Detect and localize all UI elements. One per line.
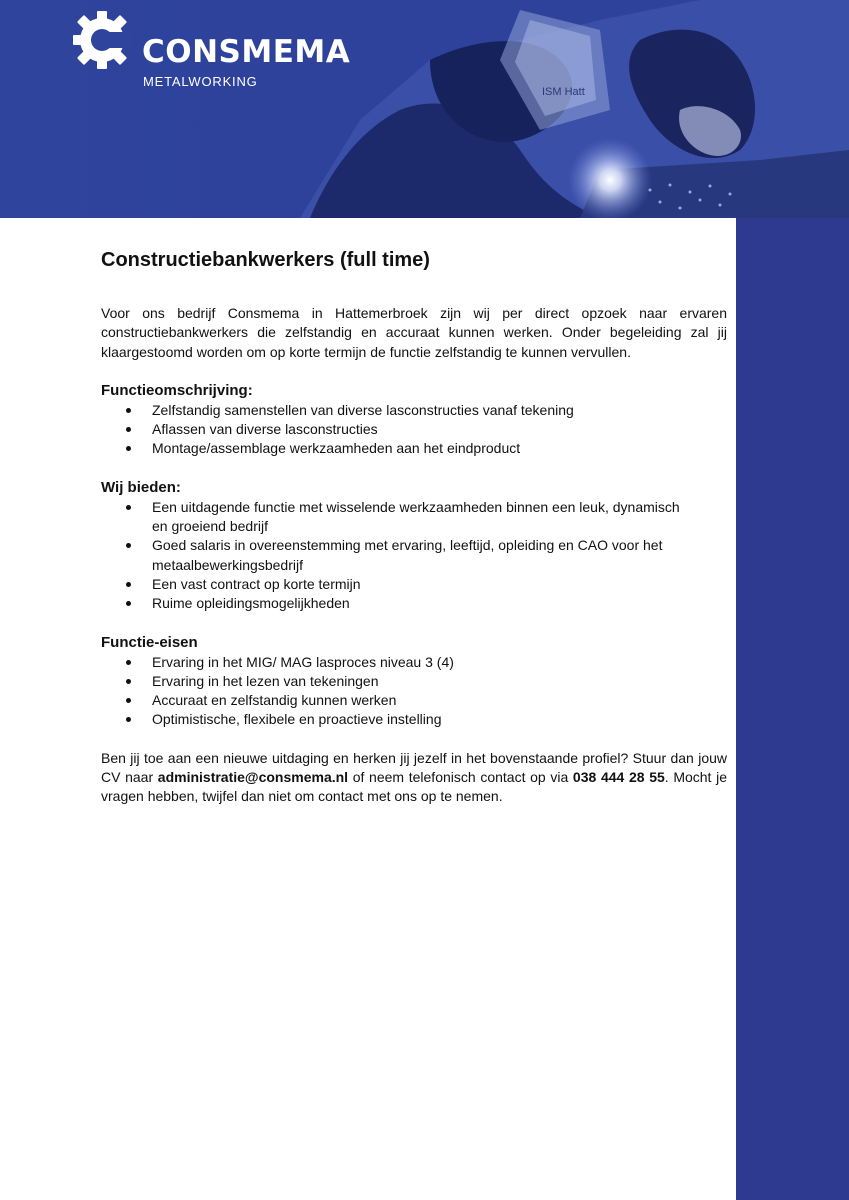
bullet-list [101, 401, 727, 459]
bullet-icon [126, 698, 131, 703]
header-banner [0, 0, 849, 218]
list-item [101, 420, 727, 439]
section-job-description [101, 381, 727, 459]
section-requirements [101, 633, 727, 730]
bullet-icon [126, 505, 131, 510]
brand-name: CONSMEMA [142, 34, 351, 70]
closing-text: of neem telefonisch contact op via [348, 769, 573, 786]
list-item [101, 594, 727, 613]
list-item [101, 536, 727, 575]
list-item-text: Ervaring in het MIG/ MAG lasproces niveau 3 (4) [152, 653, 454, 670]
list-item [101, 401, 727, 420]
bullet-icon [126, 660, 131, 665]
list-item-text: Aflassen van diverse lasconstructies [152, 421, 378, 438]
phone-number: 038 444 28 55 [572, 769, 665, 786]
section-heading: Wij bieden: [101, 478, 181, 496]
gear-c-icon [72, 10, 132, 70]
closing-paragraph [101, 749, 727, 807]
job-posting [101, 246, 727, 826]
section-heading: Functieomschrijving: [101, 381, 253, 399]
list-item [101, 439, 727, 458]
section-heading: Functie-eisen [101, 633, 198, 651]
list-item [101, 672, 727, 691]
bullet-icon [126, 446, 131, 451]
list-item-text: Montage/assemblage werkzaamheden aan het eindproduct [152, 440, 521, 457]
list-item [101, 653, 727, 672]
page-title: Constructiebankwerkers (full time) [101, 249, 430, 271]
bullet-list [101, 498, 727, 614]
bullet-list [101, 653, 727, 730]
email-link[interactable]: administratie@consmema.nl [157, 769, 349, 786]
list-item-text: Zelfstandig samenstellen van diverse lasconstructies vanaf tekening [152, 401, 574, 418]
list-item-text: Een uitdagende functie met wisselende werkzaamheden binnen een leuk, dynamisch en groeiend bedrijf [152, 498, 680, 535]
section-we-offer [101, 478, 727, 614]
intro-paragraph: Voor ons bedrijf Consmema in Hattemerbroek zijn wij per direct opzoek naar ervaren constructiebankwerkers die zelfstandig en accuraat kunnen werken. Onder begeleiding zal jij klaargestoomd worden om op korte termijn de functie zelfstandig te kunnen vervullen. [101, 305, 727, 360]
closing-text: Ben jij toe aan een nieuwe uitdaging en herken jij jezelf in het bovenstaande profiel? Stuur dan jouw CV naar [101, 749, 727, 786]
list-item [101, 710, 727, 729]
list-item [101, 575, 727, 594]
brand-tagline: METALWORKING [143, 74, 258, 89]
list-item-text: Ervaring in het lezen van tekeningen [152, 672, 379, 689]
bullet-icon [126, 679, 131, 684]
list-item [101, 498, 727, 537]
bullet-icon [126, 717, 131, 722]
list-item-text: Een vast contract op korte termijn [152, 575, 361, 592]
list-item-text: Optimistische, flexibele en proactieve instelling [152, 711, 442, 728]
bullet-icon [126, 408, 131, 413]
bullet-icon [126, 582, 131, 587]
closing-text: . Mocht je vragen hebben, twijfel dan niet om contact met ons op te nemen. [101, 769, 727, 805]
bullet-icon [126, 601, 131, 606]
list-item-text: Accuraat en zelfstandig kunnen werken [152, 692, 397, 709]
company-logo [72, 10, 372, 92]
list-item [101, 691, 727, 710]
list-item-text: Ruime opleidingsmogelijkheden [152, 595, 350, 612]
bullet-icon [126, 543, 131, 548]
list-item-text: Goed salaris in overeenstemming met ervaring, leeftijd, opleiding en CAO voor het metaalbewerkingsbedrijf [152, 537, 663, 573]
bullet-icon [126, 427, 131, 432]
